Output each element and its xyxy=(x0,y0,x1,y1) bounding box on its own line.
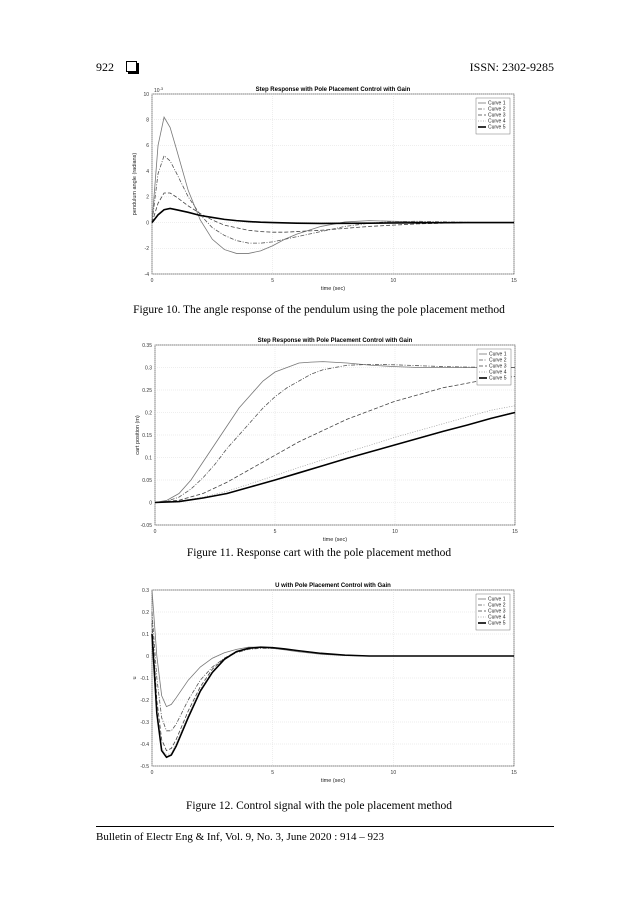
legend-label: Curve 5 xyxy=(488,124,506,131)
y-tick-label: 0.3 xyxy=(145,365,152,372)
chart-title: Step Response with Pole Placement Control with Gain xyxy=(257,338,413,344)
chart-title: Step Response with Pole Placement Control with Gain xyxy=(255,87,411,93)
chart-svg xyxy=(0,82,638,297)
y-tick-label: -0.4 xyxy=(140,741,149,748)
legend-label: Curve 4 xyxy=(489,369,507,376)
x-tick-label: 0 xyxy=(150,770,154,776)
y-tick-label: 0 xyxy=(146,220,149,227)
y-axis-label: pendulum angle (radians) xyxy=(132,152,138,216)
x-tick-label: 10 xyxy=(390,770,397,776)
y-tick-label: 0 xyxy=(146,653,149,660)
chart-title: U with Pole Placement Control with Gain xyxy=(275,583,391,589)
x-tick-label: 5 xyxy=(271,278,275,284)
legend-label: Curve 5 xyxy=(489,375,507,382)
x-axis-label: time (sec) xyxy=(320,286,346,292)
legend-label: Curve 2 xyxy=(488,106,506,113)
y-tick-label: 0.1 xyxy=(145,455,152,462)
legend-label: Curve 3 xyxy=(488,112,506,119)
figure-11 xyxy=(0,333,638,543)
y-tick-label: 0.15 xyxy=(142,432,152,439)
x-tick-label: 10 xyxy=(392,529,398,535)
legend-label: Curve 4 xyxy=(488,614,506,621)
issn-label: ISSN: 2302-9285 xyxy=(469,60,554,74)
figure-12-caption: Figure 12. Control signal with the pole placement method xyxy=(185,800,453,812)
y-tick-label: 4 xyxy=(146,168,149,175)
legend-label: Curve 3 xyxy=(489,363,507,370)
y-axis-label: cart position (m) xyxy=(135,415,141,455)
y-tick-label: 8 xyxy=(146,117,149,124)
legend-label: Curve 4 xyxy=(488,118,506,125)
figure-10 xyxy=(0,82,638,297)
legend-label: Curve 2 xyxy=(488,602,506,609)
y-tick-label: 0.1 xyxy=(142,631,149,638)
legend-label: Curve 1 xyxy=(489,351,507,358)
y-tick-label: -0.5 xyxy=(140,763,149,770)
page-number: 922 xyxy=(96,60,114,74)
y-tick-label: -0.05 xyxy=(140,522,152,529)
y-tick-label: 0.2 xyxy=(142,609,149,616)
legend-label: Curve 2 xyxy=(489,357,507,364)
legend-label: Curve 3 xyxy=(488,608,506,615)
chart-svg xyxy=(0,578,638,788)
figure-10-caption: Figure 10. The angle response of the pendulum using the pole placement method xyxy=(133,304,505,316)
figure-11-caption: Figure 11. Response cart with the pole placement method xyxy=(186,547,452,559)
x-axis-label: time (sec) xyxy=(322,537,348,543)
y-tick-label: 0.3 xyxy=(142,587,149,594)
x-tick-label: 5 xyxy=(273,529,277,535)
y-tick-label: -0.3 xyxy=(140,719,149,726)
footer-divider xyxy=(96,826,554,827)
y-tick-label: 0.25 xyxy=(142,387,152,394)
y-tick-label: 0.05 xyxy=(142,477,152,484)
footer-citation: Bulletin of Electr Eng & Inf, Vol. 9, No. 3, June 2020 : 914 – 923 xyxy=(96,831,385,843)
y-tick-label: -0.2 xyxy=(140,697,149,704)
y-tick-label: 0.2 xyxy=(145,410,152,417)
x-tick-label: 5 xyxy=(271,770,275,776)
chart-svg xyxy=(0,333,638,543)
x-tick-label: 15 xyxy=(511,278,517,284)
legend-label: Curve 1 xyxy=(488,596,506,603)
x-axis-label: time (sec) xyxy=(320,778,346,784)
y-tick-label: 10 xyxy=(143,91,149,98)
y-tick-label: 2 xyxy=(146,194,149,201)
y-tick-label: -2 xyxy=(144,246,149,253)
x-tick-label: 15 xyxy=(512,529,518,535)
y-tick-label: 6 xyxy=(146,143,149,150)
x-tick-label: 0 xyxy=(150,278,154,284)
y-tick-label: -4 xyxy=(144,271,149,278)
legend-label: Curve 1 xyxy=(488,100,506,107)
figure-12 xyxy=(0,578,638,788)
x-tick-label: 10 xyxy=(390,278,397,284)
square-bullet-icon xyxy=(126,61,137,72)
x-tick-label: 0 xyxy=(153,529,157,535)
y-tick-label: 0.35 xyxy=(142,342,152,349)
y-axis-label: u xyxy=(132,676,138,680)
legend-label: Curve 5 xyxy=(488,620,506,627)
y-exponent-label: $10^{-3}$ xyxy=(154,86,164,94)
x-tick-label: 15 xyxy=(511,770,517,776)
plot-area xyxy=(152,94,514,274)
y-tick-label: 0 xyxy=(149,500,152,507)
y-tick-label: -0.1 xyxy=(140,675,149,682)
